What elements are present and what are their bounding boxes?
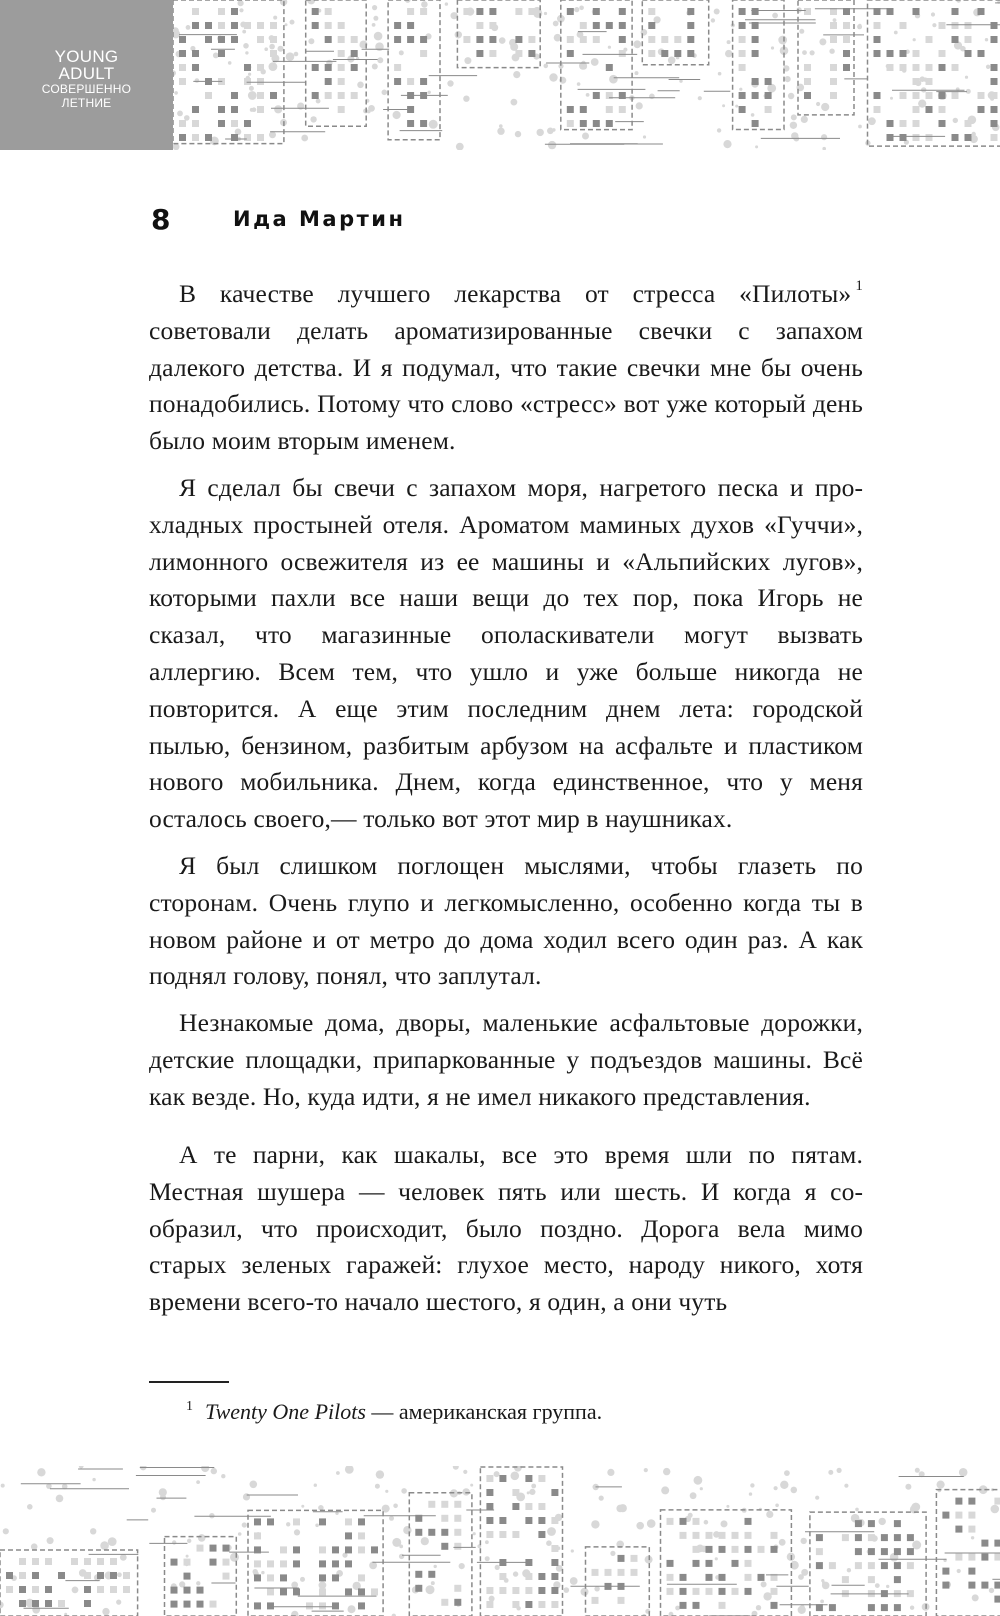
series-badge-young: YOUNG <box>54 47 119 66</box>
series-badge-adult: ADULT <box>58 64 115 83</box>
series-badge <box>0 0 173 150</box>
footnote-divider <box>149 1381 229 1383</box>
paragraph-3: Я был слишком поглощен мыслями, чтобы глазеть по сторонам. Очень глупо и легкомысленно, особенно когда ты в новом районе и от метро до дома ходил всего один раз. А как поднял голову, понял, что заплутал. <box>149 850 863 991</box>
body-text-section-2 <box>149 1137 863 1331</box>
paragraph-1-start: В качестве лучшего лекарства от стресса «Пилоты» <box>179 279 852 308</box>
paragraph-1-end: советовали делать ароматизированные свечки с запахом далекого детства. И я подумал, что такие свечки мне бы очень понадобились. Потому что слово «стресс» вот уже который день было моим вторым именем. <box>149 315 863 456</box>
paragraph-5: А те парни, как шакалы, все это время шли по пятам. Местная шушера — человек пять или шесть. И когда я сообразил, что происходит, было поздно. Дорога вела мимо старых зеленых гаражей: глухое место, народу никого, хотя времени всего-то начало шестого, я один, а они чуть <box>149 1140 863 1317</box>
footnote-mark: 1 <box>186 1399 193 1414</box>
running-head <box>151 201 406 237</box>
series-badge-collection: СОВЕРШЕННО <box>41 82 132 96</box>
series-badge-summer: ЛЕТНИЕ <box>61 96 112 110</box>
bottom-cityscape-illustration <box>0 1466 1000 1616</box>
bottom-decorative-band <box>0 1466 1000 1616</box>
top-decorative-band <box>0 0 1000 150</box>
footnote-reference[interactable]: 1 <box>855 278 863 294</box>
body-text-section-1 <box>149 276 863 1126</box>
paragraph-2: Я сделал бы свечи с запахом моря, нагретого песка и прохладных простыней отеля. Ароматом маминых духов «Гуччи», лимонного освежителя из ее машины и «Альпийских лугов», которыми пахли все наши вещи до тех пор, пока Игорь не сказал, что магазинные ополаскиватели могут вызвать аллергию. Всем тем, что ушло и уже больше никогда не повторится. А еще этим последним днем лета: городской пылью, бензином, разбитым арбузом на асфальте и пластиком нового мобильника. Днем, когда единственное, что у меня осталось своего,— только вот этот мир в наушниках. <box>149 472 863 834</box>
author-name: Ида Мартин <box>233 207 406 231</box>
paragraph-1 <box>149 276 863 460</box>
building-silhouettes <box>170 0 1000 150</box>
page-number: 8 <box>151 202 171 236</box>
footnote-band-name: Twenty One Pilots <box>205 1399 366 1424</box>
building-silhouettes <box>0 1466 1000 1616</box>
footnote-description: — американская группа. <box>365 1399 603 1424</box>
paragraph-4: Незнакомые дома, дворы, маленькие асфальтовые дорожки, детские площадки, припаркованные у подъездов машины. Всё как везде. Но, куда идти, я не имел никакого представления. <box>149 1008 863 1111</box>
footnote <box>186 1397 602 1427</box>
